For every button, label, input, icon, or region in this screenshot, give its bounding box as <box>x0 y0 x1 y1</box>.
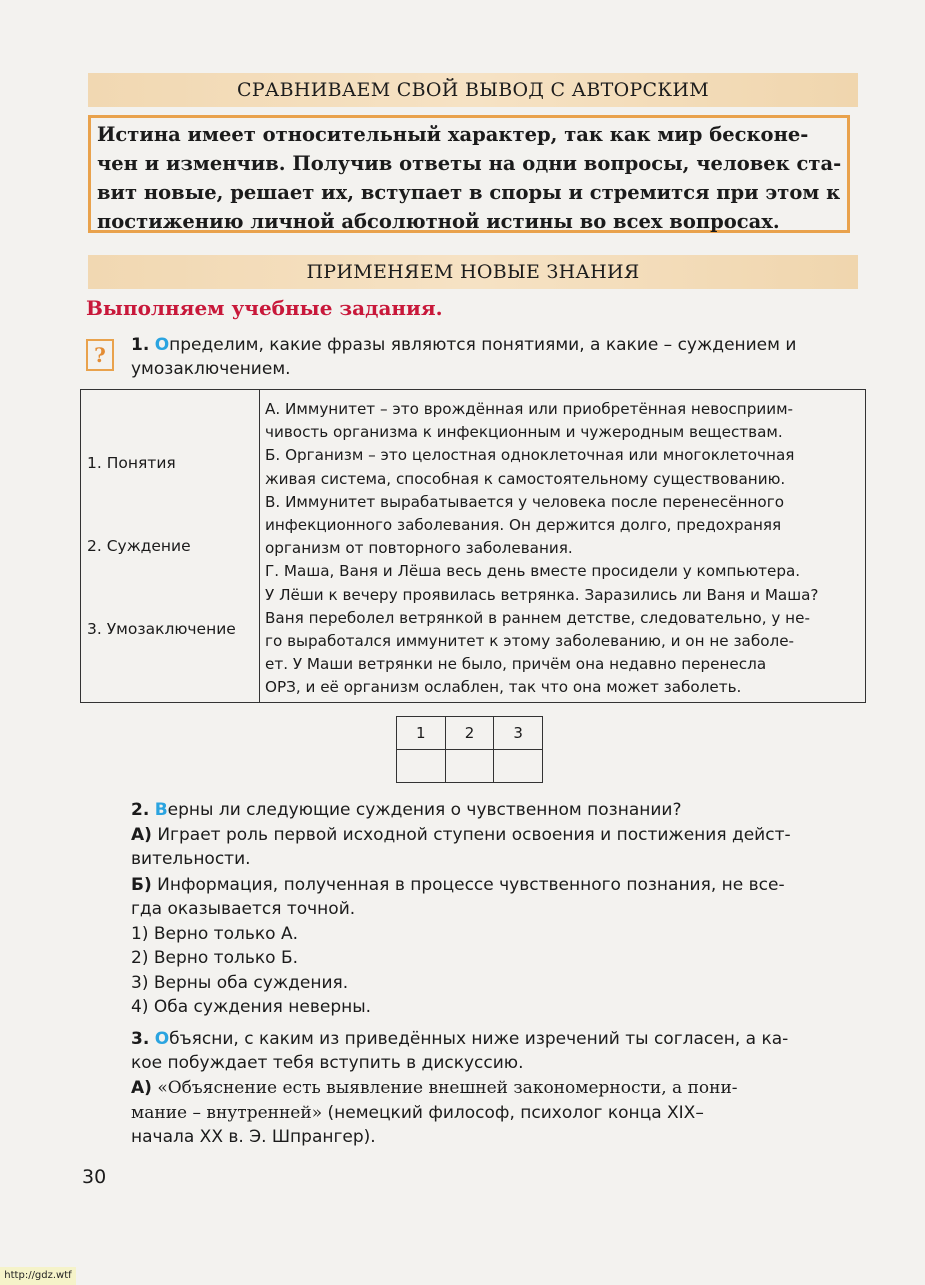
task3-a-quote-end: мание – внутренней» <box>131 1103 323 1123</box>
task3-text <box>131 1027 788 1052</box>
answer-header-2: 2 <box>445 717 494 750</box>
conclusion-line: вит новые, решает их, вступает в споры и стремится при этом к <box>97 181 841 204</box>
task3-a <box>131 1076 738 1101</box>
task2-option-1: 1) Верно только А. <box>131 924 298 944</box>
task2-option-3: 3) Верны оба суждения. <box>131 973 349 993</box>
answer-header-1: 1 <box>397 717 446 750</box>
label-concepts: 1. Понятия <box>87 454 176 472</box>
label-inference: 3. Умозаключение <box>87 620 236 638</box>
task1-text <box>131 333 796 358</box>
task2-b-cont: гда оказывается точной. <box>131 899 356 919</box>
answer-cell-2[interactable] <box>445 750 494 783</box>
tasks-heading: Выполняем учебные задания. <box>86 296 443 320</box>
answer-cell-3[interactable] <box>494 750 543 783</box>
question-mark-icon: ? <box>86 339 114 371</box>
page-number: 30 <box>82 1166 107 1188</box>
task3-a-label: А) <box>131 1078 152 1098</box>
conclusion-line: постижению личной абсолютной истины во всех вопросах. <box>97 210 780 233</box>
task2-a-cont: вительности. <box>131 849 251 869</box>
task2-a-line1: Играет роль первой исходной ступени освоения и постижения дейст- <box>157 825 791 845</box>
phrase-line: Ваня переболел ветрянкой в раннем детстве, следовательно, у не- <box>265 608 810 627</box>
phrase-line: Г. Маша, Ваня и Лёша весь день вместе просидели у компьютера. <box>265 562 801 581</box>
phrase-line: инфекционного заболевания. Он держится долго, предохраняя <box>265 516 782 535</box>
concepts-table <box>80 389 866 703</box>
phrase-line: организм от повторного заболевания. <box>265 539 573 558</box>
task1-line1: пределим, какие фразы являются понятиями, а какие – суждением и <box>169 335 797 355</box>
task1-number: 1. <box>131 335 150 355</box>
phrase-line: В. Иммунитет вырабатывается у человека после перенесённого <box>265 492 785 511</box>
task2-capital: В <box>154 800 168 820</box>
task2-b-label: Б) <box>131 875 152 895</box>
task2-number: 2. <box>131 800 150 820</box>
concept-types-column <box>81 390 260 703</box>
task3-a-attribution: (немецкий философ, психолог конца XIX– <box>322 1103 704 1123</box>
section-header-compare: СРАВНИВАЕМ СВОЙ ВЫВОД С АВТОРСКИМ <box>88 73 858 107</box>
phrases-column <box>260 390 866 703</box>
task2-line1: ерны ли следующие суждения о чувственном познании? <box>167 800 682 820</box>
phrase-line: ет. У Маши ветрянки не было, причём она недавно перенесла <box>265 655 767 674</box>
task3-number: 3. <box>131 1029 150 1049</box>
task2-a <box>131 823 791 848</box>
phrase-line: А. Иммунитет – это врождённая или приобретённая невосприим- <box>265 400 794 418</box>
task3-text-cont: кое побуждает тебя вступить в дискуссию. <box>131 1053 524 1073</box>
phrase-line: Б. Организм – это целостная одноклеточная или многоклеточная <box>265 446 795 465</box>
conclusion-line: чен и изменчив. Получив ответы на одни вопросы, человек ста- <box>97 152 842 175</box>
task1-text-cont: умозаключением. <box>131 359 291 379</box>
task3-line1: бъясни, с каким из приведённых ниже изречений ты согласен, а ка- <box>169 1029 789 1049</box>
answer-cell-1[interactable] <box>397 750 446 783</box>
phrase-line: У Лёши к вечеру проявилась ветрянка. Заразились ли Ваня и Маша? <box>265 585 819 604</box>
task2-a-label: А) <box>131 825 152 845</box>
phrase-line: чивость организма к инфекционным и чужеродным веществам. <box>265 423 783 442</box>
phrase-line: го выработался иммунитет к этому заболеванию, и он не заболе- <box>265 632 795 651</box>
label-judgment: 2. Суждение <box>87 537 191 555</box>
watermark-link[interactable]: http://gdz.wtf <box>0 1267 76 1285</box>
task3-a-cont2: начала XX в. Э. Шпрангер). <box>131 1127 376 1147</box>
task2-text <box>131 798 681 823</box>
phrase-line: ОРЗ, и её организм ослаблен, так что она может заболеть. <box>265 678 742 697</box>
task3-a-cont <box>131 1101 704 1126</box>
task3-a-line1: «Объяснение есть выявление внешней закономерности, а пони- <box>157 1078 738 1098</box>
task2-b <box>131 873 785 898</box>
task2-option-4: 4) Оба суждения неверны. <box>131 997 372 1017</box>
task2-option-2: 2) Верно только Б. <box>131 948 299 968</box>
answer-grid <box>396 716 543 783</box>
answer-header-3: 3 <box>494 717 543 750</box>
conclusion-line: Истина имеет относительный характер, так как мир бесконе- <box>97 123 809 146</box>
task2-b-line1: Информация, полученная в процессе чувственного познания, не все- <box>157 875 785 895</box>
task3-capital: О <box>154 1029 170 1049</box>
author-conclusion-box <box>88 115 850 233</box>
task1-capital: О <box>154 335 170 355</box>
section-header-apply: ПРИМЕНЯЕМ НОВЫЕ ЗНАНИЯ <box>88 255 858 289</box>
phrase-line: живая система, способная к самостоятельному существованию. <box>265 469 786 488</box>
